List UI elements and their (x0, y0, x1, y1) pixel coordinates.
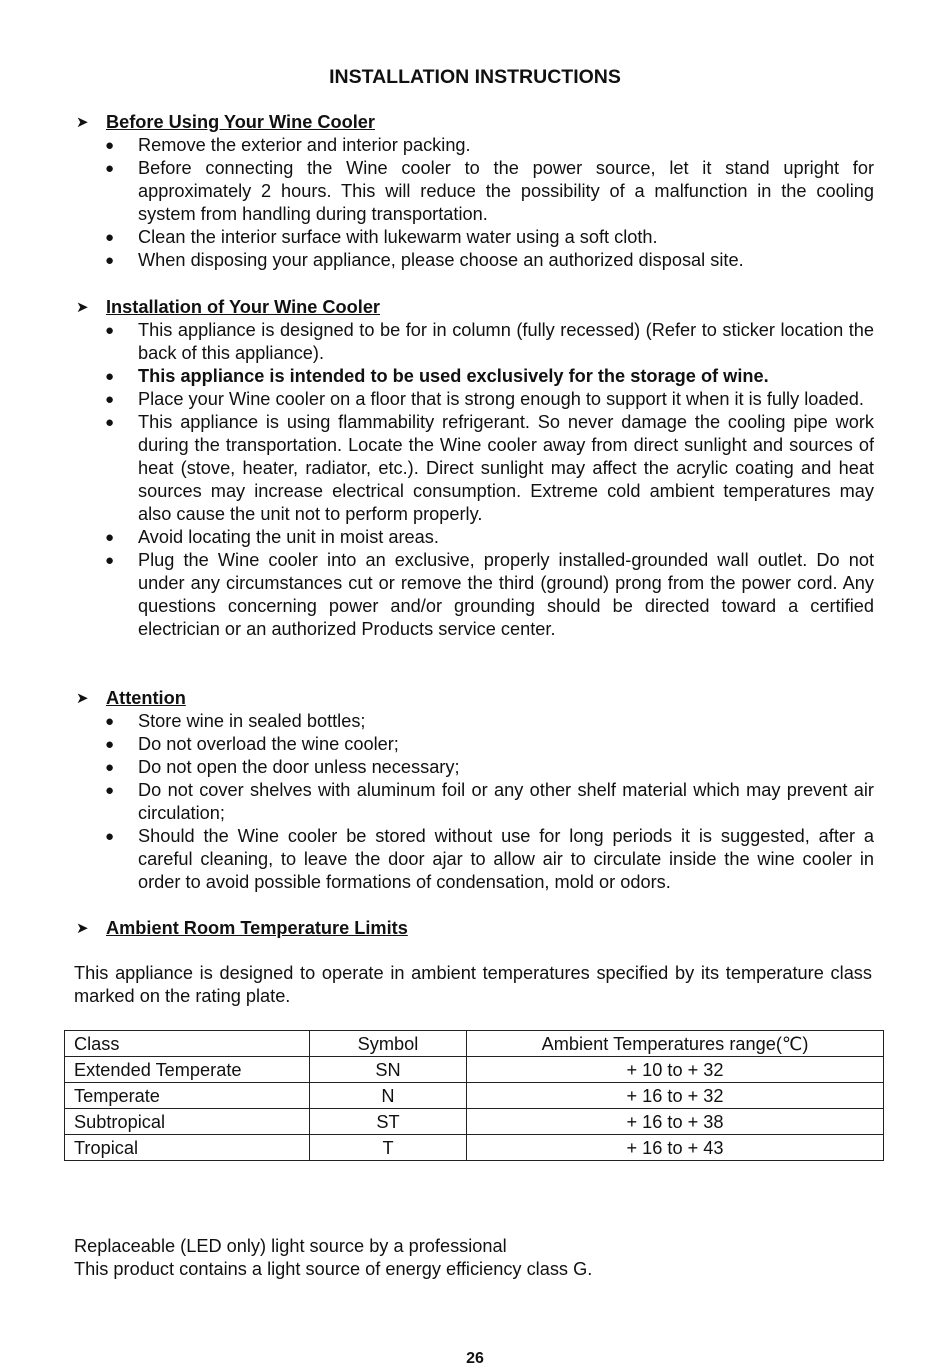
list-item-text: Before connecting the Wine cooler to the power source, let it stand upright for approximately 2 hours. This will reduce the possibility of a malfunction in the cooling system from handling during transportation. (138, 158, 874, 224)
temperature-class-table (64, 1030, 884, 1161)
table-header-cell: Class (65, 1031, 310, 1057)
table-cell: Extended Temperate (65, 1057, 310, 1083)
section-title: Installation of Your Wine Cooler (106, 297, 381, 317)
bullet-dot-icon: ● (105, 759, 115, 776)
page-title: INSTALLATION INSTRUCTIONS (329, 66, 621, 88)
section-heading (74, 296, 874, 319)
list-item-text: Place your Wine cooler on a floor that is strong enough to support it when it is fully loaded. (138, 389, 864, 409)
table-cell: + 16 to + 43 (467, 1135, 884, 1161)
table-cell: + 16 to + 32 (467, 1083, 884, 1109)
section-before-using (74, 111, 874, 272)
arrowhead-bullet-icon: ➤ (76, 299, 89, 316)
bullet-dot-icon: ● (105, 229, 115, 246)
list-item-text: Plug the Wine cooler into an exclusive, properly installed-grounded wall outlet. Do not under any circumstances cut or remove the third (ground) prong from the power cord. Any questions concerning power and/or grounding should be directed toward a certified electrician or an authorized Products service center. (138, 550, 874, 639)
list-item-text: Should the Wine cooler be stored without use for long periods it is suggested, after a careful cleaning, to leave the door ajar to allow air to circulate inside the wine cooler in order to avoid possible formations of condensation, mold or odors. (138, 826, 874, 892)
bullet-dot-icon: ● (105, 736, 115, 753)
section-title: Before Using Your Wine Cooler (106, 112, 375, 132)
section-heading (74, 111, 874, 134)
list-item (74, 549, 874, 641)
section-heading (74, 687, 874, 710)
bullet-dot-icon: ● (105, 252, 115, 269)
table-cell: Subtropical (65, 1109, 310, 1135)
section-title: Attention (106, 688, 186, 708)
table-row (65, 1057, 884, 1083)
list-item (74, 226, 874, 249)
bullet-dot-icon: ● (105, 368, 115, 385)
bullet-dot-icon: ● (105, 552, 115, 569)
bullet-dot-icon: ● (105, 137, 115, 154)
list-item (74, 249, 874, 272)
table-header-cell: Symbol (310, 1031, 467, 1057)
table-cell: Temperate (65, 1083, 310, 1109)
page-number: 26 (466, 1350, 484, 1367)
section-title: Ambient Room Temperature Limits (106, 918, 408, 938)
bullet-dot-icon: ● (105, 322, 115, 339)
bullet-dot-icon: ● (105, 160, 115, 177)
ambient-paragraph: This appliance is designed to operate in ambient temperatures specified by its temperature class marked on the rating plate. (74, 963, 872, 1006)
table-cell: Tropical (65, 1135, 310, 1161)
bullet-dot-icon: ● (105, 529, 115, 546)
table-cell: + 16 to + 38 (467, 1109, 884, 1135)
list-item (74, 526, 874, 549)
list-item-text: Clean the interior surface with lukewarm water using a soft cloth. (138, 227, 658, 247)
list-item-emphasis (74, 365, 874, 388)
list-item (74, 319, 874, 365)
list-item-text: When disposing your appliance, please choose an authorized disposal site. (138, 250, 744, 270)
table-row (65, 1083, 884, 1109)
list-item (74, 825, 874, 894)
bullet-dot-icon: ● (105, 828, 115, 845)
list-item (74, 756, 874, 779)
bullet-dot-icon: ● (105, 782, 115, 799)
table-header-cell: Ambient Temperatures range(℃) (467, 1031, 884, 1057)
list-item-text: This appliance is using flammability refrigerant. So never damage the cooling pipe work during the transportation. Locate the Wine cooler away from direct sunlight and sources of heat (stove, heater, radiator, etc.). Direct sunlight may affect the acrylic coating and heat sources may increase electrical consumption. Extreme cold ambient temperatures may also cause the unit not to perform properly. (138, 412, 874, 524)
bullet-list (74, 710, 874, 894)
arrowhead-bullet-icon: ➤ (76, 114, 89, 131)
section-ambient-limits (74, 917, 874, 940)
table-cell: N (310, 1083, 467, 1109)
list-item-text: Remove the exterior and interior packing. (138, 135, 471, 155)
light-source-notes (74, 1235, 874, 1281)
list-item (74, 388, 874, 411)
list-item (74, 157, 874, 226)
section-installation (74, 296, 874, 641)
bullet-dot-icon: ● (105, 391, 115, 408)
list-item (74, 710, 874, 733)
list-item-text: This appliance is intended to be used exclusively for the storage of wine. (138, 366, 769, 386)
list-item (74, 411, 874, 526)
list-item-text: Do not open the door unless necessary; (138, 757, 460, 777)
list-item (74, 779, 874, 825)
list-item-text: Store wine in sealed bottles; (138, 711, 366, 731)
table-row (65, 1135, 884, 1161)
list-item-text: Avoid locating the unit in moist areas. (138, 527, 439, 547)
list-item (74, 733, 874, 756)
bullet-list (74, 134, 874, 272)
table-cell: T (310, 1135, 467, 1161)
list-item-text: Do not cover shelves with aluminum foil or any other shelf material which may prevent air circulation; (138, 780, 874, 823)
list-item-text: Do not overload the wine cooler; (138, 734, 399, 754)
table-cell: ST (310, 1109, 467, 1135)
bullet-dot-icon: ● (105, 414, 115, 431)
section-attention (74, 687, 874, 894)
section-heading (74, 917, 874, 940)
table-row (65, 1109, 884, 1135)
arrowhead-bullet-icon: ➤ (76, 920, 89, 937)
list-item (74, 134, 874, 157)
footer-line: This product contains a light source of energy efficiency class G. (74, 1259, 593, 1279)
table-header-row (65, 1031, 884, 1057)
bullet-dot-icon: ● (105, 713, 115, 730)
bullet-list (74, 319, 874, 641)
footer-line: Replaceable (LED only) light source by a professional (74, 1236, 507, 1256)
table-cell: + 10 to + 32 (467, 1057, 884, 1083)
arrowhead-bullet-icon: ➤ (76, 690, 89, 707)
table-cell: SN (310, 1057, 467, 1083)
list-item-text: This appliance is designed to be for in column (fully recessed) (Refer to sticker location the back of this appliance). (138, 320, 874, 363)
